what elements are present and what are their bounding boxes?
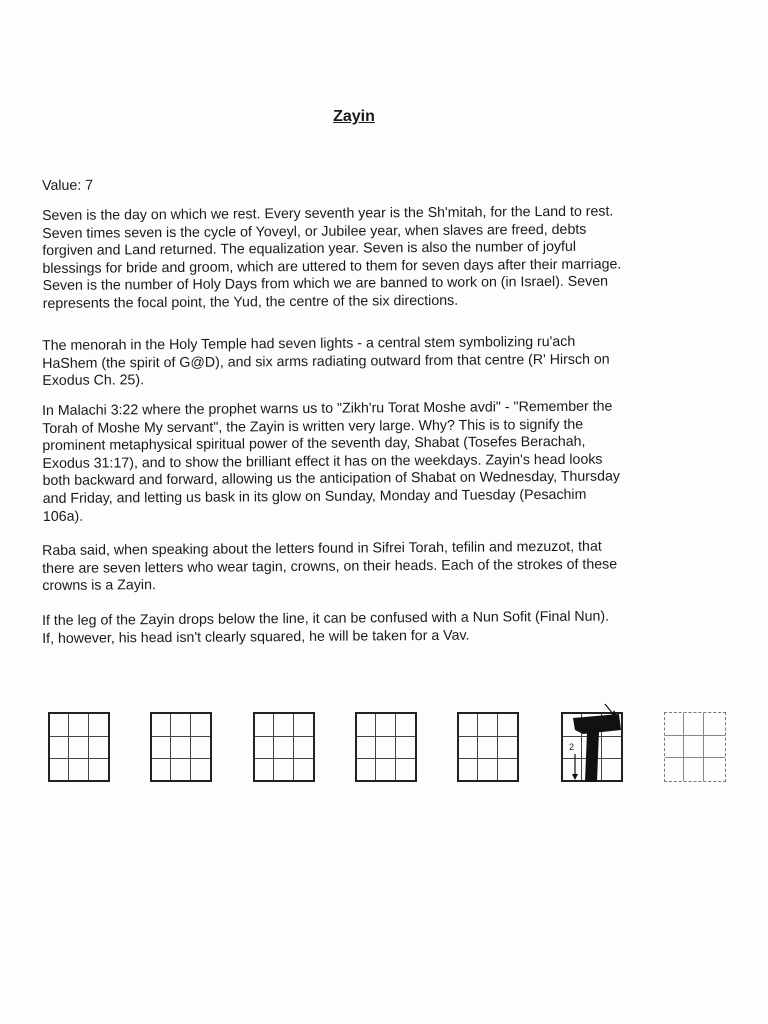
- example-grid: [561, 712, 623, 782]
- practice-grid-faint: [664, 712, 726, 782]
- paragraph-malachi: In Malachi 3:22 where the prophet warns us to "Zikh'ru Torat Moshe avdi" - "Remember the Torah of Moshe My servant", the Zayin is written very large. Why? This is to signify the prominent metaphysical spiritual power of the seventh day, Shabat (Tosefes Berachah, Exodus 31:17), and to show the brilliant effect it has on the weekdays. Zayin's head looks both backward and forward, allowing us the anticipation of Shabat on Wednesday, Thursday and Friday, and letting us bask in its glow on Sunday, Monday and Tuesday (Pesachim 106a).: [42, 398, 620, 525]
- practice-grid: [150, 712, 212, 782]
- page-title: Zayin: [333, 108, 375, 125]
- paragraph-seven-rest: Seven is the day on which we rest. Every seventh year is the Sh'mitah, for the Land to rest. Seven times seven is the cycle of Yoveyl, or Jubilee year, when slaves are freed, debts forgiven and Land returned. The equalization year. Seven is also the number of joyful blessings for bride and groom, which are uttered to them for seven days after their marriage. Seven is the number of Holy Days from which we are banned to work on (in Israel). Seven represents the focal point, the Yud, the centre of the six directions.: [42, 203, 622, 312]
- practice-grid: [48, 712, 110, 782]
- value-line: Value: 7: [42, 177, 94, 194]
- paragraph-raba: Raba said, when speaking about the letters found in Sifrei Torah, tefilin and mezuzot, that there are seven letters who wear tagin, crowns, on their heads. Each of the strokes of these crowns is a Zayin.: [42, 538, 618, 595]
- stroke-label: 2: [569, 742, 575, 752]
- paragraph-menorah: The menorah in the Holy Temple had seven lights - a central stem symbolizing ru'ach HaShem (the spirit of G@D), and six arms radiating outward from that centre (R' Hirsch on Exodus Ch. 25).: [42, 333, 610, 390]
- practice-grid: [355, 712, 417, 782]
- practice-grid: [457, 712, 519, 782]
- practice-grid: [253, 712, 315, 782]
- paragraph-zayin-leg: If the leg of the Zayin drops below the line, it can be confused with a Nun Sofit (Final Nun). If, however, his head isn't clearly squared, he will be taken for a Vav.: [42, 608, 610, 647]
